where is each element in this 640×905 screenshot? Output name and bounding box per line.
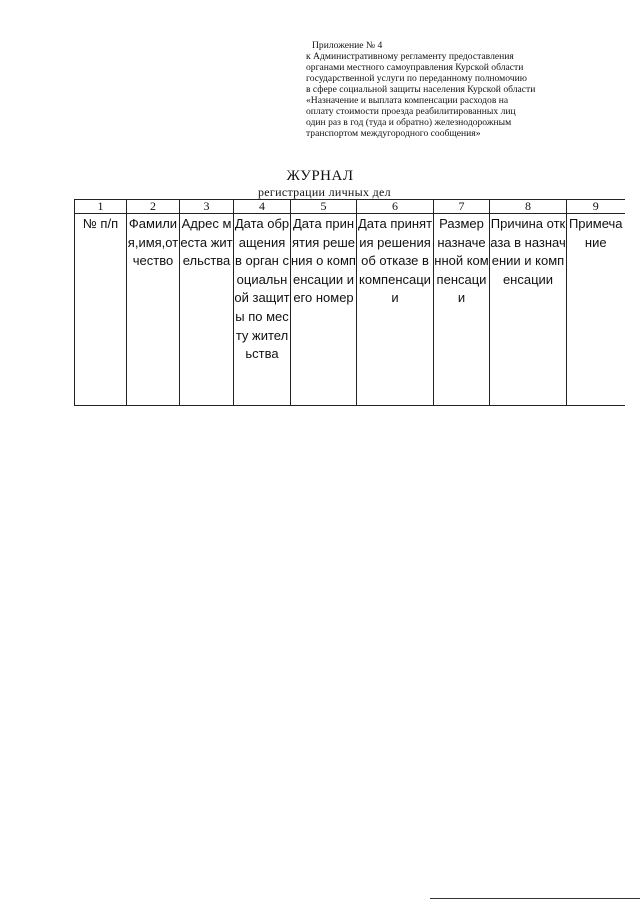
appendix-line: Приложение № 4	[312, 40, 383, 51]
appendix-line: один раз в год (туда и обратно) железнодорожным	[306, 117, 512, 128]
appendix-line: оплату стоимости проезда реабилитированных лиц	[306, 106, 516, 117]
appendix-line: органами местного самоуправления Курской области	[306, 62, 524, 73]
column-number: 1	[75, 200, 127, 214]
column-number: 3	[180, 200, 234, 214]
document-subtitle: регистрации личных дел	[258, 185, 391, 199]
column-header: Примечание	[567, 214, 625, 406]
journal-table	[74, 199, 625, 406]
column-header: Причина отказа в назначении и компенсации	[490, 214, 567, 406]
column-header: Фамилия,имя,отчество	[127, 214, 180, 406]
appendix-line: государственной услуги по переданному полномочию	[306, 73, 527, 84]
column-number: 4	[234, 200, 291, 214]
appendix-line: транспортом междугородного сообщения»	[306, 128, 481, 139]
appendix-line: в сфере социальной защиты населения Курской области	[306, 84, 536, 95]
footer-rule	[430, 898, 640, 899]
column-number: 2	[127, 200, 180, 214]
column-header: Дата обращения в орган социальной защиты по месту жительства	[234, 214, 291, 406]
column-number: 9	[567, 200, 625, 214]
column-header: Размер назначенной компенсации	[434, 214, 490, 406]
column-number: 5	[291, 200, 357, 214]
column-header: № п/п	[75, 214, 127, 406]
column-number-row	[75, 200, 625, 214]
column-header: Дата принятия решения о компенсации и его номер	[291, 214, 357, 406]
column-header-row	[75, 214, 625, 406]
appendix-block	[306, 40, 606, 139]
column-number: 7	[434, 200, 490, 214]
appendix-line: к Административному регламенту предоставления	[306, 51, 514, 62]
column-number: 6	[357, 200, 434, 214]
column-header: Адрес места жительства	[180, 214, 234, 406]
appendix-line: «Назначение и выплата компенсации расходов на	[306, 95, 509, 106]
column-header: Дата принятия решения об отказе в компенсации	[357, 214, 434, 406]
document-title: ЖУРНАЛ	[286, 168, 354, 184]
column-number: 8	[490, 200, 567, 214]
